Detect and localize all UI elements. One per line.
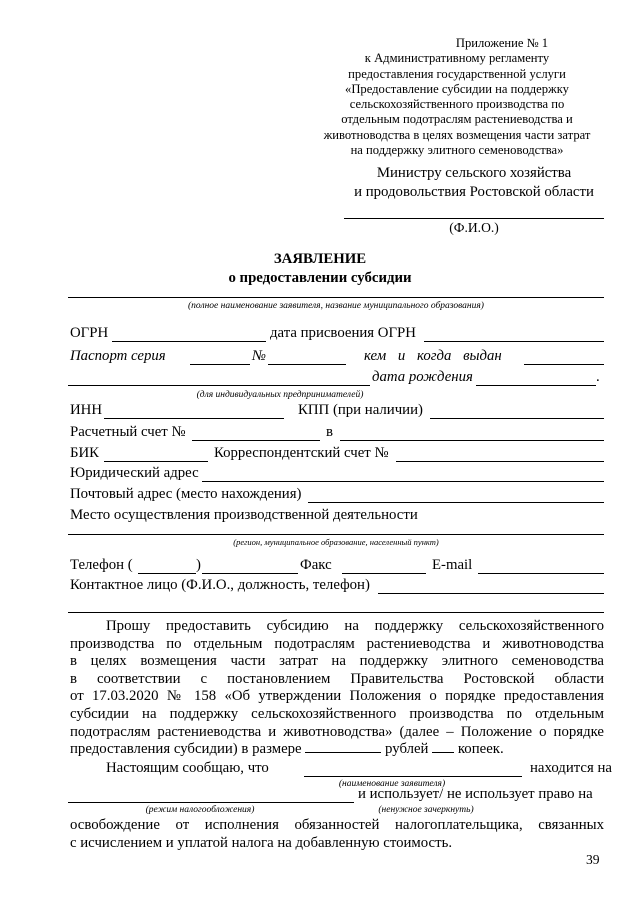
birth-date-text: дата рождения [372, 369, 473, 385]
amount-kopecks-field[interactable] [432, 751, 454, 753]
notice-line: освобождение от исполнения обязанностей налогоплательщика, связанных [70, 817, 604, 833]
inn-field[interactable] [104, 418, 284, 419]
email-label: E-mail [432, 557, 473, 573]
page-number: 39 [586, 852, 600, 867]
title-line: ЗАЯВЛЕНИЕ [273, 251, 367, 267]
addressee [340, 164, 608, 202]
passport-number-label [252, 348, 266, 365]
fio-caption: (Ф.И.О.) [449, 220, 499, 235]
notice-end: находится на [530, 760, 612, 776]
notice-applicant-caption: (наименование заявителя) [338, 779, 446, 789]
regime-caption: (режим налогообложения) [145, 805, 255, 815]
corr-account-label: Корреспондентский счет № [214, 445, 389, 461]
passport-number-field[interactable] [268, 364, 346, 365]
title-line: о предоставлении субсидии [228, 270, 412, 286]
request-line: субсидии на поддержку сельскохозяйственного производства по отдельным [70, 705, 604, 722]
addressee-fio-line [344, 218, 604, 219]
request-line: в соответствии с постановлением Правительства Ростовской области [70, 670, 604, 687]
amount-rubles-field[interactable] [305, 751, 381, 753]
applicant-name-field[interactable] [68, 297, 604, 298]
kopecks-label: копеек. [457, 741, 504, 758]
contact-field[interactable] [378, 593, 604, 594]
ogrn-label: ОГРН [70, 325, 109, 341]
addressee-line: и продовольствия Ростовской области [354, 184, 594, 200]
inn-label: ИНН [70, 402, 103, 418]
appendix-line: к Административному регламенту [364, 51, 550, 66]
request-line: подотраслям растениеводства и животноводства» (далее – Положение о порядке [70, 723, 604, 740]
appendix-line: на поддержку элитного семеноводства» [350, 143, 564, 158]
passport-issued-field-2[interactable] [68, 385, 370, 386]
passport-number-text: № [252, 348, 266, 364]
kpp-label: КПП (при наличии) [298, 402, 423, 418]
appendix-line: животноводства в целях возмещения части затрат [323, 127, 591, 142]
notice-line: с исчислением и уплатой налога на добавленную стоимость. [70, 835, 453, 851]
request-line: Прошу предоставить субсидию на поддержку сельскохозяйственного [106, 618, 604, 634]
appendix-header [318, 36, 596, 158]
phone-close: ) [196, 557, 201, 573]
account-label: Расчетный счет № [70, 424, 186, 440]
appendix-line: сельскохозяйственного производства по [349, 97, 565, 112]
request-line: производства по отдельным подотраслям растениеводства и животноводства [70, 635, 604, 652]
kpp-field[interactable] [430, 418, 604, 419]
document-title [0, 250, 640, 288]
notice-start: Настоящим сообщаю, что [106, 760, 269, 776]
notice-uses: и использует/ не использует право на [358, 786, 593, 802]
appendix-line: Приложение № 1 [455, 36, 549, 50]
postal-address-field[interactable] [308, 502, 604, 503]
ogrn-date-label: дата присвоения ОГРН [270, 325, 416, 341]
request-paragraph [70, 618, 604, 759]
passport-issued-field[interactable] [524, 364, 604, 365]
production-place-label: Место осуществления производственной деятельности [70, 507, 418, 523]
region-caption: (регион, муниципальное образование, населенный пункт) [233, 537, 439, 547]
addressee-line: Министру сельского хозяйства [376, 165, 572, 181]
birth-date-period: . [596, 369, 600, 385]
applicant-name-notice-field[interactable] [304, 776, 522, 777]
fax-label: Факс [300, 557, 332, 573]
contact-label: Контактное лицо (Ф.И.О., должность, телефон) [70, 577, 370, 593]
appendix-line: предоставления государственной услуги [348, 66, 566, 81]
passport-issued-text: кем и когда выдан [364, 348, 502, 364]
phone-code-field[interactable] [138, 573, 196, 574]
bik-field[interactable] [104, 461, 208, 462]
bank-field[interactable] [340, 440, 604, 441]
request-amount-text: предоставления субсидии) в размере [70, 741, 302, 758]
postal-address-label: Почтовый адрес (место нахождения) [70, 486, 302, 502]
ogrn-field[interactable] [112, 341, 266, 342]
rubles-label: рублей [385, 741, 429, 758]
passport-series-text: Паспорт серия [70, 348, 166, 364]
legal-address-field[interactable] [202, 481, 604, 482]
birth-date-field[interactable] [476, 385, 596, 386]
passport-series-label [70, 348, 166, 365]
strike-caption: (ненужное зачеркнуть) [378, 805, 474, 815]
contact-field-2[interactable] [68, 612, 604, 613]
account-in-label: в [326, 424, 333, 440]
ogrn-date-field[interactable] [424, 341, 604, 342]
email-field[interactable] [478, 573, 604, 574]
notice-continuation [70, 816, 604, 852]
bik-label: БИК [70, 445, 100, 461]
account-field[interactable] [192, 440, 320, 441]
request-line: в целях возмещения части затрат на поддержку элитного семеноводства [70, 653, 604, 670]
fax-field[interactable] [342, 573, 426, 574]
request-line: от 17.03.2020 № 158 «Об утверждении Положения о порядке предоставления [70, 688, 604, 705]
birth-date-label [372, 369, 473, 386]
production-place-field[interactable] [68, 534, 604, 535]
tax-regime-field[interactable] [68, 802, 354, 803]
passport-series-field[interactable] [190, 364, 250, 365]
appendix-line: «Предоставление субсидии на поддержку [345, 81, 569, 96]
legal-address-label: Юридический адрес [70, 465, 199, 481]
individual-caption: (для индивидуальных предпринимателей) [196, 390, 364, 400]
phone-label: Телефон ( [70, 557, 133, 573]
request-amount-line [70, 741, 604, 759]
passport-issued-label [364, 348, 502, 365]
phone-field[interactable] [202, 573, 298, 574]
appendix-line: отдельным подотраслям растениеводства и [341, 112, 573, 127]
corr-account-field[interactable] [396, 461, 604, 462]
applicant-caption: (полное наименование заявителя, название муниципального образования) [188, 301, 484, 311]
